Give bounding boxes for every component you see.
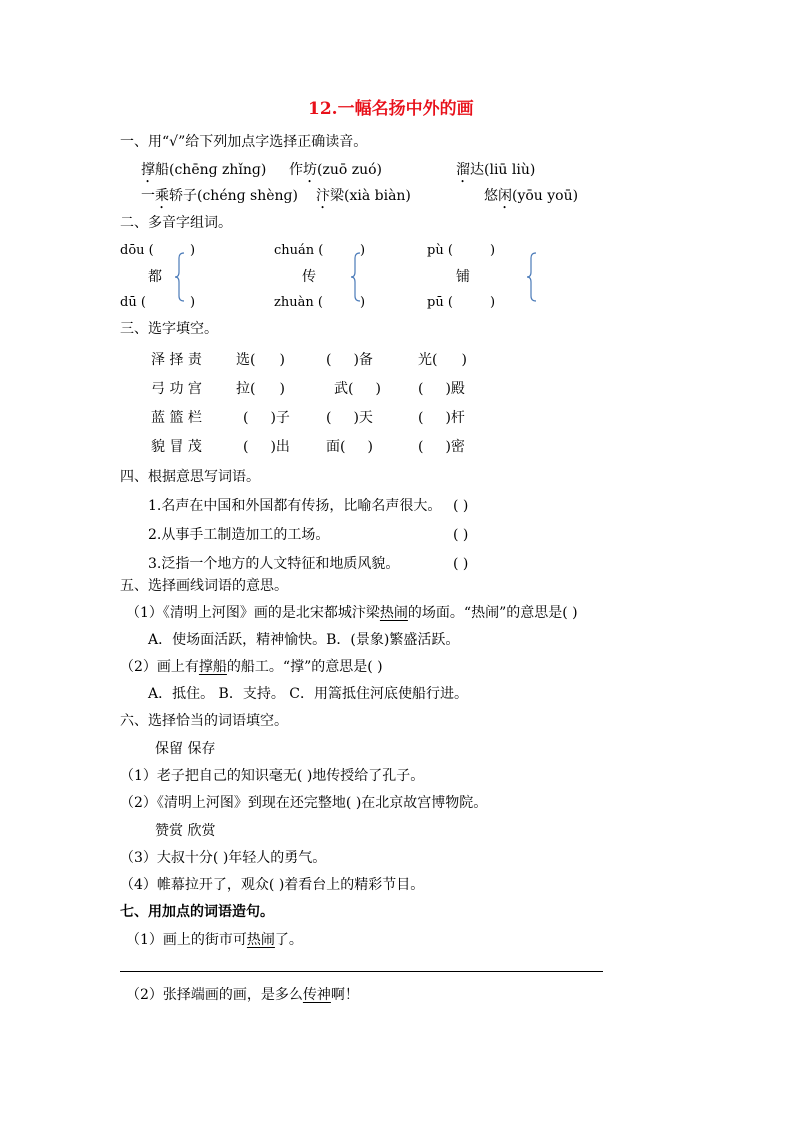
section-3-heading: 三、选字填空。: [120, 321, 218, 337]
s2-g3-bottom-close: ): [490, 295, 496, 310]
s2-g2-top: chuán (: [274, 243, 324, 258]
s2-g2-char: 传: [302, 269, 316, 285]
s3-r2-chars: 弓 功 宫: [151, 381, 202, 397]
s3-r4-b: 面( ): [326, 439, 373, 455]
s2-g3-char: 铺: [456, 269, 470, 285]
s3-r3-c: ( )杆: [418, 410, 465, 426]
s3-r1-a: 选( ): [236, 352, 285, 368]
s6-q4: （4）帷幕拉开了，观众( )着看台上的精彩节目。: [120, 877, 425, 893]
s2-g1-bottom: dū (: [120, 295, 146, 310]
s4-item-1: 1.名声在中国和外国都有传扬，比喻名声很大。: [148, 498, 442, 514]
s1-item-6: 悠闲(yōu yoū): [484, 188, 579, 204]
s1-item-2: 作坊(zuō zuó): [289, 162, 383, 178]
s3-r1-chars: 泽 择 责: [151, 352, 202, 368]
s6-word-choices-1: 保留 保存: [155, 741, 216, 757]
s5-q1: （1）《清明上河图》画的是北宋都城汴梁热闹的场面。“热闹”的意思是( ): [126, 605, 578, 621]
s2-g1-top-close: ): [190, 243, 196, 258]
s2-g3-top: pù (: [427, 243, 453, 258]
section-7-heading: 七、用加点的词语造句。: [120, 904, 274, 920]
s2-g2-bottom-close: ): [360, 295, 366, 310]
s4-item-1-answer: ( ): [453, 498, 469, 514]
s3-r3-a: ( )子: [243, 410, 290, 426]
page-title: 12.一幅名扬中外的画: [308, 99, 474, 119]
s3-r4-c: ( )密: [418, 439, 465, 455]
s6-q2: （2）《清明上河图》到现在还完整地( )在北京故宫博物院。: [120, 795, 488, 811]
s2-g1-char: 都: [148, 269, 162, 285]
s2-g3-top-close: ): [490, 243, 496, 258]
s2-g2-bottom: zhuàn (: [274, 295, 323, 310]
s1-item-4: 一乘轿子(chénɡ shènɡ): [141, 188, 298, 204]
s5-q2-options: A．抵住。 B．支持。 C．用篙抵住河底使船行进。: [148, 686, 469, 702]
s3-r2-a: 拉( ): [236, 381, 285, 397]
s7-q1: （1）画上的街市可热闹了。: [126, 932, 303, 948]
s1-item-1: 撑船(chēnɡ zhǐnɡ): [141, 162, 267, 178]
section-6-heading: 六、选择恰当的词语填空。: [120, 713, 288, 729]
s6-word-choices-2: 赞赏 欣赏: [155, 823, 216, 839]
s2-g2-top-close: ): [360, 243, 366, 258]
s4-item-3: 3.泛指一个地方的人文特征和地质风貌。: [148, 556, 400, 572]
s3-r3-chars: 蓝 篮 栏: [151, 410, 202, 426]
s2-g1-top: dōu (: [120, 243, 154, 258]
s2-g1-bottom-close: ): [190, 295, 196, 310]
section-1-heading: 一、用“√”给下列加点字选择正确读音。: [120, 134, 368, 150]
s3-r4-a: ( )出: [243, 439, 290, 455]
section-4-heading: 四、根据意思写词语。: [120, 469, 260, 485]
s7-q2: （2）张择端画的画，是多么传神啊！: [126, 987, 359, 1003]
s3-r1-b: ( )备: [326, 352, 373, 368]
s2-g1-brace-icon: [174, 252, 186, 302]
s1-item-5: 汴梁(xià biàn): [316, 188, 411, 204]
s4-item-2: 2.从事手工制造加工的工场。: [148, 527, 330, 543]
s3-r3-b: ( )天: [326, 410, 373, 426]
s3-r2-c: ( )殿: [418, 381, 465, 397]
s5-q1-options: A．使场面活跃，精神愉快。B．(景象)繁盛活跃。: [148, 632, 460, 648]
s3-r1-c: 光( ): [418, 352, 467, 368]
s2-g2-brace-icon: [350, 252, 362, 302]
answer-line: [120, 971, 603, 972]
s4-item-2-answer: ( ): [453, 527, 469, 543]
s6-q3: （3）大叔十分( )年轻人的勇气。: [120, 850, 327, 866]
s4-item-3-answer: ( ): [453, 556, 469, 572]
s6-q1: （1）老子把自己的知识毫无( )地传授给了孔子。: [120, 768, 425, 784]
s2-g3-bottom: pū (: [427, 295, 453, 310]
section-5-heading: 五、选择画线词语的意思。: [120, 578, 288, 594]
s2-g3-brace-icon: [526, 252, 538, 302]
s5-q2: （2）画上有撑船的船工。“撑”的意思是( ): [120, 659, 383, 675]
s3-r4-chars: 貌 冒 茂: [151, 439, 202, 455]
s3-r2-b: 武( ): [334, 381, 381, 397]
section-2-heading: 二、多音字组词。: [120, 215, 232, 231]
s1-item-3: 溜达(liū liù): [456, 162, 536, 178]
